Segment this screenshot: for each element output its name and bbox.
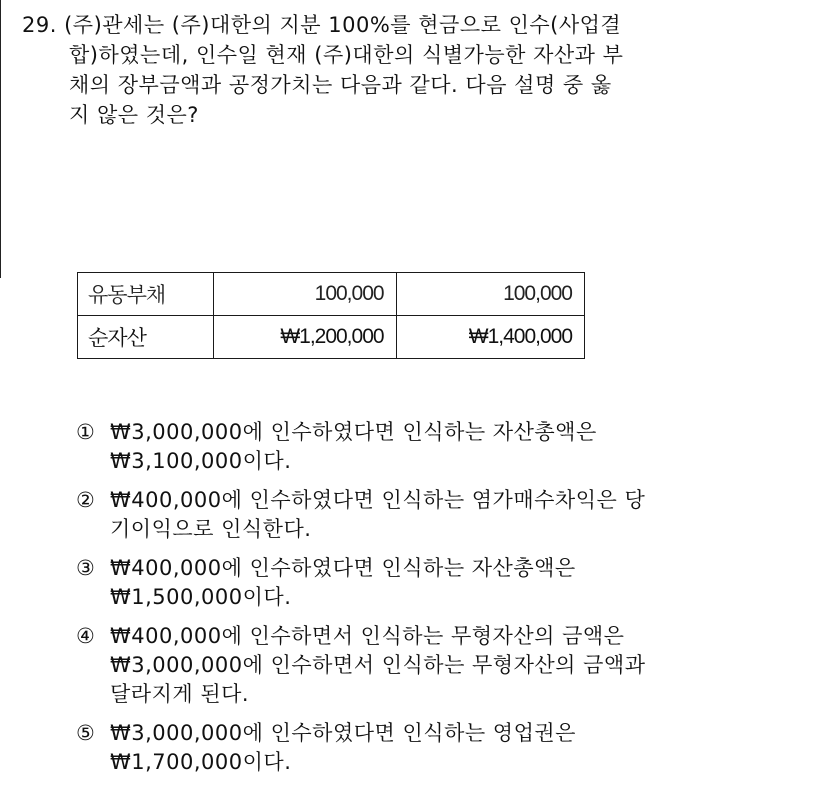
option-text: ₩3,100,000이다.	[110, 449, 292, 473]
question-text-line: 합)하였는데, 인수일 현재 (주)대한의 식별가능한 자산과 부	[69, 43, 624, 67]
table-row	[78, 316, 585, 359]
option-text: ₩3,000,000에 인수하면서 인식하는 무형자산의 금액과	[110, 653, 646, 677]
page-left-border	[0, 0, 1, 278]
question-number: 29.	[22, 13, 57, 37]
fair-value-cell: ₩1,400,000	[396, 316, 584, 359]
option-marker: ⑤	[76, 721, 96, 745]
option-text: ₩400,000에 인수하였다면 인식하는 자산총액은	[110, 556, 576, 580]
option-marker: ①	[76, 420, 96, 444]
option-text: ₩400,000에 인수하였다면 인식하는 염가매수차익은 당	[110, 488, 646, 512]
answer-options	[76, 418, 776, 787]
row-label: 유동부채	[78, 273, 214, 316]
option-text: ₩3,000,000에 인수하였다면 인식하는 자산총액은	[110, 420, 597, 444]
balance-table	[77, 272, 585, 359]
option-3[interactable]	[76, 554, 776, 612]
option-4[interactable]	[76, 622, 776, 709]
option-text: ₩1,500,000이다.	[110, 585, 292, 609]
option-marker: ④	[76, 624, 96, 648]
row-label: 순자산	[78, 316, 214, 359]
question-text-line: (주)관세는 (주)대한의 지분 100%를 현금으로 인수(사업결	[64, 13, 622, 37]
balance-table-fragment	[77, 282, 589, 400]
option-text: ₩3,000,000에 인수하였다면 인식하는 영업권은	[110, 721, 576, 745]
question-text-line: 지 않은 것은?	[69, 103, 199, 127]
option-1[interactable]	[76, 418, 776, 476]
fair-value-cell: 100,000	[396, 273, 584, 316]
option-marker: ②	[76, 488, 96, 512]
option-text: ₩1,700,000이다.	[110, 750, 292, 774]
table-row	[78, 273, 585, 316]
option-marker: ③	[76, 556, 96, 580]
option-text: 기이익으로 인식한다.	[110, 517, 312, 541]
book-value-cell: ₩1,200,000	[214, 316, 396, 359]
option-text: 달라지게 된다.	[110, 682, 250, 706]
option-text: ₩400,000에 인수하면서 인식하는 무형자산의 금액은	[110, 624, 625, 648]
question-line-1	[22, 10, 782, 40]
question-29	[22, 10, 782, 130]
option-2[interactable]	[76, 486, 776, 544]
option-5[interactable]	[76, 719, 776, 777]
book-value-cell: 100,000	[214, 273, 396, 316]
question-text-line: 채의 장부금액과 공정가치는 다음과 같다. 다음 설명 중 옳	[69, 73, 612, 97]
